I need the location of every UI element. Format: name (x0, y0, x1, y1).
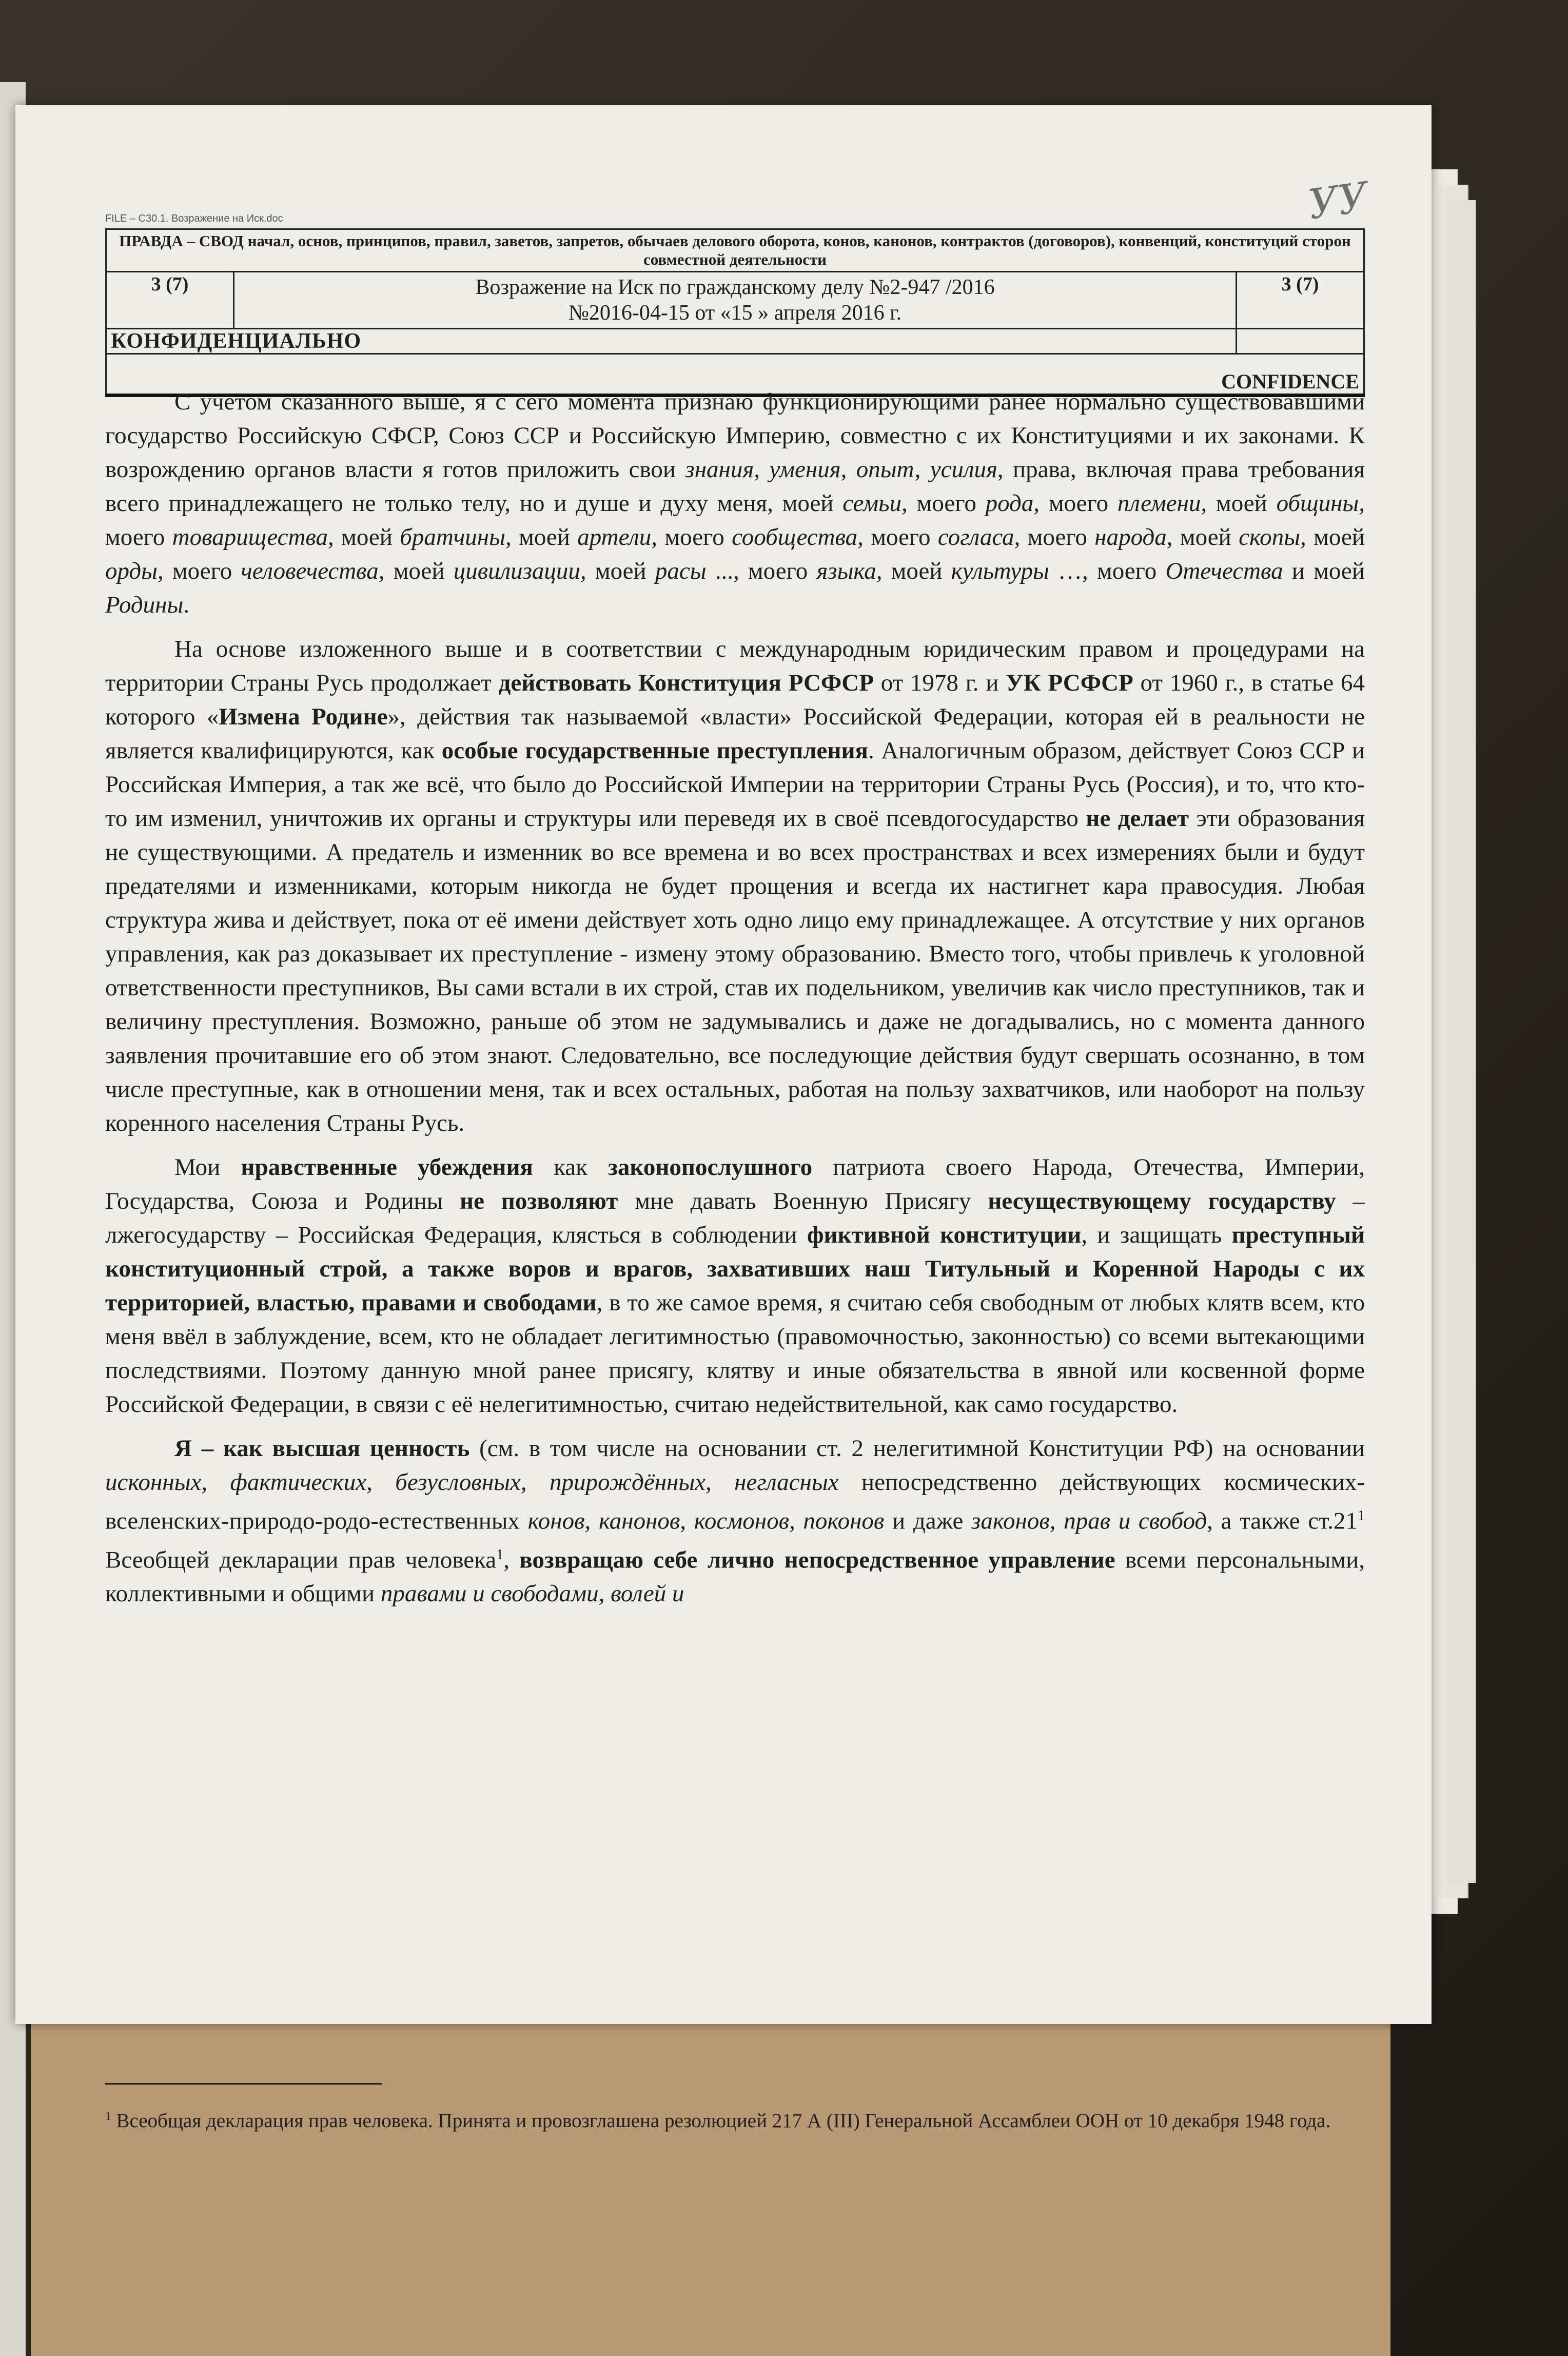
bold-run: не позволяют (460, 1188, 618, 1214)
file-label: FILE – C30.1. Возражение на Иск.doc (105, 213, 283, 224)
italic-run: знания, умения, опыт, усилия (685, 456, 997, 483)
page-number-right: 3 (7) (1237, 272, 1364, 329)
document-title-line-1: Возражение на Иск по гражданскому делу №2-947 /2016 (475, 276, 995, 299)
italic-run: скопы, (1239, 524, 1306, 551)
italic-run: товарищества, (172, 524, 334, 551)
footnote-separator (105, 2083, 382, 2085)
paragraph-2 (105, 632, 1365, 1140)
text-run: …, моего (1049, 558, 1166, 584)
handwritten-page-mark: УУ (1305, 173, 1371, 229)
document-page (15, 105, 1432, 2132)
text-run: моей (1172, 524, 1239, 551)
page-stack-edge (1447, 200, 1476, 1883)
text-run: – лжегосударству – Российская Федерация, клясться в соблюдении (105, 1188, 1365, 1248)
bold-run: особые государственные преступления (441, 737, 868, 764)
text-run: моей (586, 558, 655, 584)
text-run: моего (1020, 524, 1095, 551)
bold-run: законопослушного (608, 1154, 813, 1181)
footnote-marker: 1 (105, 2110, 111, 2123)
text-run: моего (1040, 490, 1118, 517)
paragraph-3 (105, 1150, 1365, 1421)
text-run: моей (334, 524, 400, 551)
text-run: . (183, 592, 190, 618)
italic-run: цивилизации, (453, 558, 586, 584)
footnote-text: Всеобщая декларация прав человека. Принята и провозглашена резолюцией 217 А (III) Генеральной Ассамблеи ООН от 10 декабря 1948 года. (116, 2110, 1331, 2132)
text-run: », действия так называемой «власти» Российской Федерации, которая ей в реальности не является квалифицируются, как (105, 703, 1365, 764)
bold-run: несуществующему государству (988, 1188, 1336, 1214)
text-run: На основе изложенного выше и в соответствии с международным юридическим правом и процедурами на территории Страны Русь продолжает (105, 636, 1365, 696)
italic-run: сообщества, (732, 524, 864, 551)
italic-run: братчины, (400, 524, 512, 551)
text-run: моей (1207, 490, 1277, 517)
bold-run: фиктивной конституции (807, 1222, 1082, 1248)
text-run: моей (384, 558, 454, 584)
bold-run: не делает (1086, 805, 1189, 832)
text-run: , и защищать (1081, 1222, 1232, 1248)
italic-run: общины, (1276, 490, 1365, 517)
footnote-ref: 1 (1357, 1508, 1365, 1524)
text-run: . Аналогичным образом, действует Союз ССР и Российская Империя, а так же всё, что было до Российской Империи на территории Страны Русь (Россия), и то, что кто-то им изменил, уничтожив их органы и структуры или переведя их в своё псевдогосударство (105, 737, 1365, 832)
text-run: моего (657, 524, 732, 551)
italic-run: Родины (105, 592, 184, 618)
text-run: моего (863, 524, 938, 551)
bold-run: нравственные убеждения (241, 1154, 533, 1181)
bold-run: Я – как высшая ценность (174, 1435, 470, 1462)
text-run: от 1960 г., в статье 64 которого « (105, 670, 1365, 730)
bold-run: преступный конституционный строй, а также воров и врагов, захвативших наш Титульный и Коренной Народы с их территорией, властью, правами и свободами (105, 1222, 1365, 1316)
text-run: ..., моего (706, 558, 817, 584)
text-run: , в то же самое время, я считаю себя свободным от любых клятв всем, кто меня ввёл в заблуждение, всем, кто не обладает легитимностью (правомочностью, законностью) со всеми вытекающими последствиями. Поэтому данную мной ранее присягу, клятву и иные обязательства в явной или косвенной форме Российской Федерации, в связи с её нелегитимностью, считаю недействительной, как само государство. (105, 1289, 1365, 1418)
bold-run: Измена Родине (219, 703, 388, 730)
document-title-line-2: №2016-04-15 от «15 » апреля 2016 г. (568, 301, 902, 325)
document-header-table (105, 228, 1365, 397)
text-run: моего (907, 490, 986, 517)
page-number-left: 3 (7) (106, 272, 234, 329)
italic-run: исконных, фактических, безусловных, прирождённых, негласных (105, 1469, 839, 1496)
text-run: патриота своего Народа, Отечества, Империи, Государства, Союза и Родины (105, 1154, 1365, 1214)
text-run: эти образования не существующими. А предатель и изменник во все времена и во всех пространствах и всех измерениях были и будут предателями и изменниками, которым никогда не будет прощения и всегда их настигнет кара правосудия. Любая структура жива и действует, пока от её имени действует хоть одно лицо ему принадлежащее. А отсутствие у них органов управления, как раз доказывает их преступление - измену этому образованию. Вместо того, чтобы привлечь к уголовной ответственности преступников, Вы сами встали в их строй, став их подельником, увеличив как число преступников, так и величину преступления. Возможно, раньше об этом не задумывались и даже не догадывались, но с момента данного заявления прочитавшие его об этом знают. Следовательно, все последующие действия будут свершать осознанно, в том числе преступные, как в отношении меня, так и всех остальных, работая на пользу захватчиков, или наоборот на пользу коренного населения Страны Русь. (105, 805, 1365, 1136)
text-run: (см. в том числе на основании ст. 2 нелегитимной Конституции РФ) на основании (469, 1435, 1365, 1462)
text-run: как (533, 1154, 608, 1181)
bold-run: действовать Конституция РСФСР (498, 670, 874, 696)
bold-run: возвращаю себе лично непосредственное управление (519, 1546, 1115, 1574)
italic-run: племени, (1117, 490, 1207, 517)
italic-run: орды, (105, 558, 164, 584)
text-run: всеми персональными, коллективными и общими (105, 1546, 1365, 1607)
italic-run: Отечества (1165, 558, 1283, 584)
italic-run: правами и свободами, волей и (380, 1580, 684, 1607)
text-run: моей (1306, 524, 1365, 551)
text-run: моего (105, 524, 172, 551)
text-run: , права, включая права требования всего принадлежащего не только телу, но и душе и духу меня, моей (105, 456, 1365, 517)
text-run: непосредственно действующих космических-вселенских-природо-родо-естественных (105, 1469, 1365, 1535)
italic-run: народа, (1094, 524, 1173, 551)
confidential-ru-label: КОНФИДЕНЦИАЛЬНО (106, 329, 1237, 354)
italic-run: конов, канонов, космонов, поконов (527, 1507, 885, 1535)
italic-run: расы (655, 558, 707, 584)
text-run: С учётом сказанного выше, я с сего момента признаю функционирующими ранее нормально существовавшими государство Российскую СФСР, Союз ССР и Российскую Империю, совместно с их Конституциями и их законами. К возрождению органов власти я готов приложить свои (105, 388, 1365, 483)
footnote (105, 2101, 1365, 2136)
text-run: Мои (174, 1154, 241, 1181)
document-title (234, 272, 1237, 329)
header-title-line: ПРАВДА – СВОД начал, основ, принципов, правил, заветов, запретов, обычаев делового оборота, конов, канонов, контрактов (договоров), конвенций, конституций сторон совместной деятельности (106, 229, 1364, 272)
paragraph-1 (105, 385, 1365, 622)
footnote-ref: 1 (496, 1546, 504, 1563)
italic-run: артели, (577, 524, 658, 551)
text-run: моего (163, 558, 241, 584)
bold-run: УК РСФСР (1006, 670, 1133, 696)
italic-run: культуры (951, 558, 1049, 584)
italic-run: языка, (816, 558, 883, 584)
italic-run: человечества, (241, 558, 385, 584)
body-text (105, 385, 1365, 1621)
header-empty-cell (1237, 329, 1364, 354)
text-run: Всеобщей декларации прав человека (105, 1546, 497, 1574)
paragraph-4 (105, 1431, 1365, 1611)
italic-run: законов, прав и свобод (971, 1507, 1207, 1535)
text-run: мне давать Военную Присягу (618, 1188, 988, 1214)
italic-run: семьи, (842, 490, 908, 517)
text-run: и моей (1283, 558, 1365, 584)
text-run: моей (882, 558, 951, 584)
text-run: , а также ст.21 (1207, 1507, 1358, 1535)
text-run: от 1978 г. и (873, 670, 1006, 696)
text-run: , (503, 1546, 520, 1574)
text-run: и даже (884, 1507, 971, 1535)
italic-run: согласа, (937, 524, 1021, 551)
text-run: моей (511, 524, 578, 551)
italic-run: рода, (985, 490, 1040, 517)
confidential-en-label: CONFIDENCE (106, 354, 1364, 396)
